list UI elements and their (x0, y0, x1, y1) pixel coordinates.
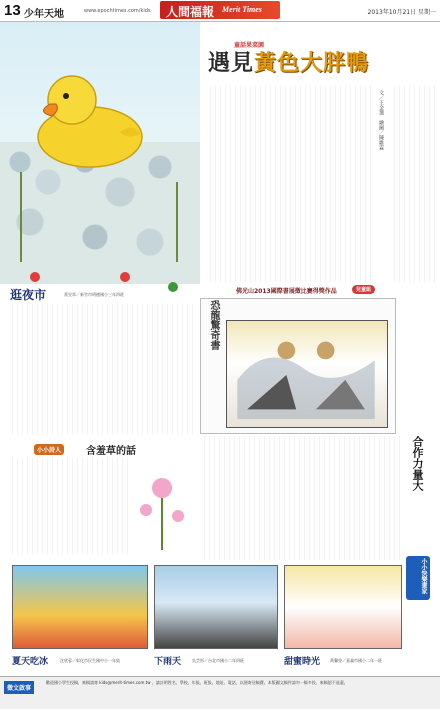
story-text-block (206, 86, 374, 282)
artwork-title: 恐龍驚奇書 (208, 300, 219, 350)
artwork-sweet-time (284, 565, 402, 649)
paper-masthead (160, 1, 280, 19)
cooperation-text-block (200, 436, 400, 560)
artwork-eating-ice (12, 565, 148, 649)
caption-author: 沈欣蓉／彰化市民生國中小一年級 (60, 658, 120, 663)
essay-text-block (8, 304, 194, 434)
poem-title: 含羞草的話 (86, 446, 136, 457)
site-url: www.epochtimes.com/kids (84, 8, 151, 14)
poem-tag: 小小詩人 (34, 444, 64, 455)
duck-illustration (0, 22, 200, 284)
essay-title: 逛夜市 (10, 288, 47, 302)
artwork-rainy-day (154, 565, 278, 649)
submission-notice (0, 676, 440, 709)
poem-text-block (8, 458, 128, 554)
dinosaur-book-drawing (226, 320, 388, 428)
caption-author: 吳芸彤／台北市國小二年四班 (192, 658, 244, 663)
mimosa-flower-icon (134, 470, 190, 550)
story-title (208, 46, 369, 77)
flower-icon (30, 272, 40, 282)
caption-title: 夏天吃冰 (12, 657, 49, 667)
flower-icon (120, 272, 130, 282)
story-author: 文／王金選 繪圖／陳維霖 (378, 90, 384, 150)
caption-title: 甜蜜時光 (284, 657, 321, 667)
story-title-prefix: 遇見 (208, 51, 255, 76)
submission-tag: 徵文啟事 (4, 681, 34, 694)
caption-title: 下雨天 (154, 657, 182, 667)
page-header (0, 0, 440, 22)
contest-category-badge: 兒童組 (352, 285, 375, 294)
story-text-block (390, 86, 436, 282)
paper-name-cn: 人間福報 (166, 5, 215, 19)
section-title: 少年天地 (24, 9, 64, 20)
story-title-main: 黃色大胖鴨 (254, 51, 370, 76)
flower-icon (168, 282, 178, 292)
reed-decoration (176, 182, 178, 262)
yellow-duck-icon (30, 62, 150, 172)
cooperation-title: 合作力量大 (411, 436, 424, 491)
reed-decoration (20, 172, 22, 262)
issue-date: 2013年10月21日 星期一 (367, 9, 436, 16)
paper-name-en: Merit Times (222, 5, 262, 14)
story-tag: 童話果菜園 (234, 42, 265, 49)
young-artist-badge: 小小快樂畫家 (406, 556, 430, 600)
contest-banner: 佛光山2013國際書展徵比賽得獎作品 (236, 288, 337, 295)
submission-text: 歡迎國小學生投稿，來稿請寄 kids@merit-times.com.tw ，請註明姓名、學校、年級、班級、地址、電話，以便寄送稿費。本版圖文稿件請勿一稿多投，來稿恕不退還。 (46, 680, 348, 685)
caption-author: 黃馨瑩／嘉義市國小二年一班 (330, 658, 382, 663)
page-number: 13 (4, 2, 21, 19)
essay-author: 黃昱寧／新竹市明德國小三年四班 (64, 292, 124, 297)
